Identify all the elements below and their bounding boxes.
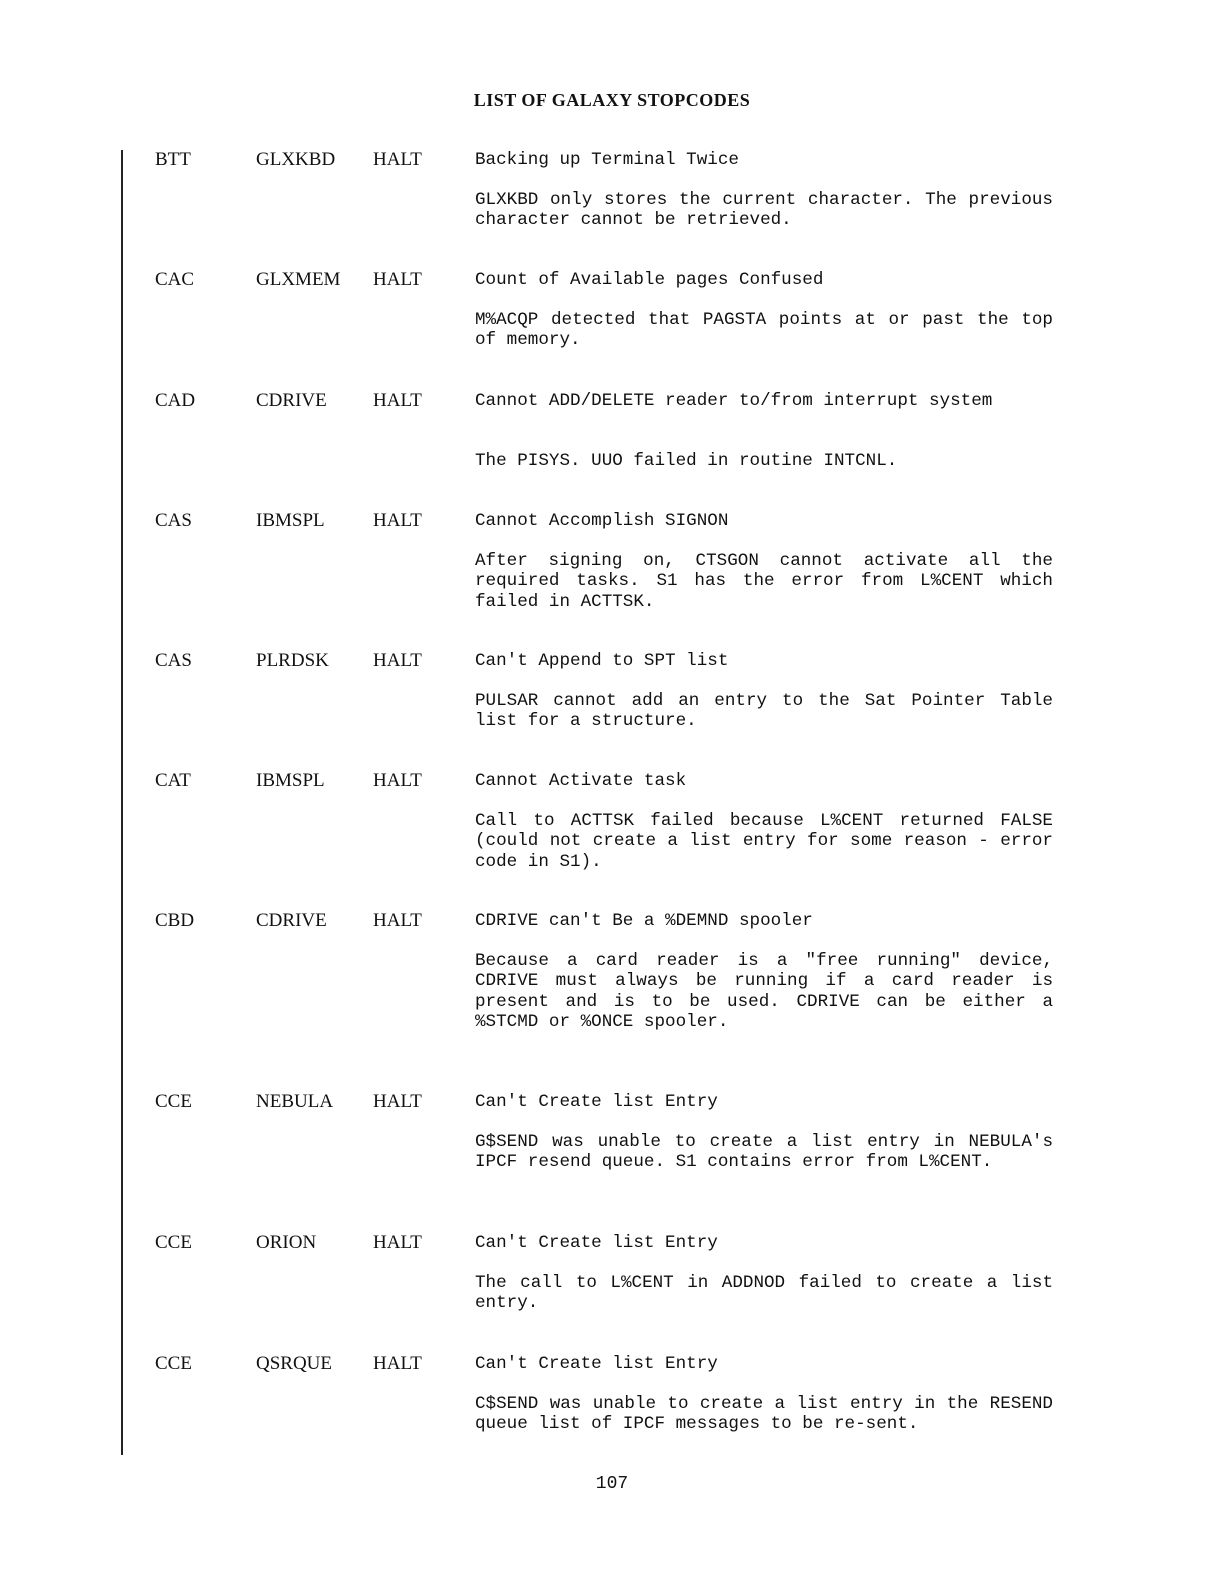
module-name: IBMSPL bbox=[256, 770, 325, 791]
page-title: LIST OF GALAXY STOPCODES bbox=[473, 90, 751, 110]
module-name: GLXKBD bbox=[256, 149, 336, 170]
stopcode: CAC bbox=[155, 269, 195, 290]
stopcode: CAS bbox=[155, 510, 192, 531]
stop-action: HALT bbox=[373, 1091, 422, 1112]
stopcode-description: The PISYS. UUO failed in routine INTCNL. bbox=[475, 451, 898, 471]
stopcode-heading: Count of Available pages Confused bbox=[475, 270, 824, 290]
stop-action: HALT bbox=[373, 1232, 422, 1253]
stopcode-description: PULSAR cannot add an entry to the Sat Pointer Table list for a structure. bbox=[475, 691, 1053, 732]
stopcode-heading: Cannot Accomplish SIGNON bbox=[475, 511, 729, 531]
stopcode-description: Call to ACTTSK failed because L%CENT returned FALSE (could not create a list entry for some reason - error code in S1). bbox=[475, 811, 1053, 872]
revision-change-bar bbox=[121, 150, 123, 1455]
module-name: CDRIVE bbox=[256, 390, 327, 411]
stopcode-heading: Cannot ADD/DELETE reader to/from interrupt system bbox=[475, 391, 993, 411]
module-name: PLRDSK bbox=[256, 650, 329, 671]
stopcode-heading: Backing up Terminal Twice bbox=[475, 150, 739, 170]
stopcode-description: GLXKBD only stores the current character. The previous character cannot be retrieved. bbox=[475, 190, 1053, 231]
stopcode: CAT bbox=[155, 770, 191, 791]
module-name: QSRQUE bbox=[256, 1353, 333, 1374]
stopcode-description: M%ACQP detected that PAGSTA points at or past the top of memory. bbox=[475, 310, 1053, 351]
module-name: IBMSPL bbox=[256, 510, 325, 531]
stopcode: CCE bbox=[155, 1353, 192, 1374]
module-name: GLXMEM bbox=[256, 269, 341, 290]
stop-action: HALT bbox=[373, 910, 422, 931]
stopcode-description: G$SEND was unable to create a list entry in NEBULA's IPCF resend queue. S1 contains error from L%CENT. bbox=[475, 1132, 1053, 1173]
stopcode-heading: Can't Append to SPT list bbox=[475, 651, 729, 671]
stopcode: BTT bbox=[155, 149, 191, 170]
page-number: 107 bbox=[595, 1474, 629, 1494]
stopcode: CBD bbox=[155, 910, 195, 931]
stopcode-heading: Cannot Activate task bbox=[475, 771, 687, 791]
stop-action: HALT bbox=[373, 390, 422, 411]
stop-action: HALT bbox=[373, 1353, 422, 1374]
stopcode-description: C$SEND was unable to create a list entry in the RESEND queue list of IPCF messages to be re-sent. bbox=[475, 1394, 1053, 1435]
stopcode-description: Because a card reader is a "free running" device, CDRIVE must always be running if a card reader is present and is to be used. CDRIVE can be either a %STCMD or %ONCE spooler. bbox=[475, 951, 1053, 1032]
stop-action: HALT bbox=[373, 149, 422, 170]
stopcode-heading: Can't Create list Entry bbox=[475, 1354, 718, 1374]
stop-action: HALT bbox=[373, 269, 422, 290]
stopcode: CAS bbox=[155, 650, 192, 671]
stop-action: HALT bbox=[373, 510, 422, 531]
module-name: CDRIVE bbox=[256, 910, 327, 931]
stopcode-heading: Can't Create list Entry bbox=[475, 1233, 718, 1253]
stopcode: CAD bbox=[155, 390, 196, 411]
module-name: ORION bbox=[256, 1232, 317, 1253]
stop-action: HALT bbox=[373, 650, 422, 671]
module-name: NEBULA bbox=[256, 1091, 334, 1112]
stopcode-description: After signing on, CTSGON cannot activate all the required tasks. S1 has the error from L%CENT which failed in ACTTSK. bbox=[475, 551, 1053, 612]
stopcode-heading: Can't Create list Entry bbox=[475, 1092, 718, 1112]
stop-action: HALT bbox=[373, 770, 422, 791]
stopcode-description: The call to L%CENT in ADDNOD failed to create a list entry. bbox=[475, 1273, 1053, 1314]
stopcode-heading: CDRIVE can't Be a %DEMND spooler bbox=[475, 911, 813, 931]
stopcode: CCE bbox=[155, 1091, 192, 1112]
stopcode: CCE bbox=[155, 1232, 192, 1253]
